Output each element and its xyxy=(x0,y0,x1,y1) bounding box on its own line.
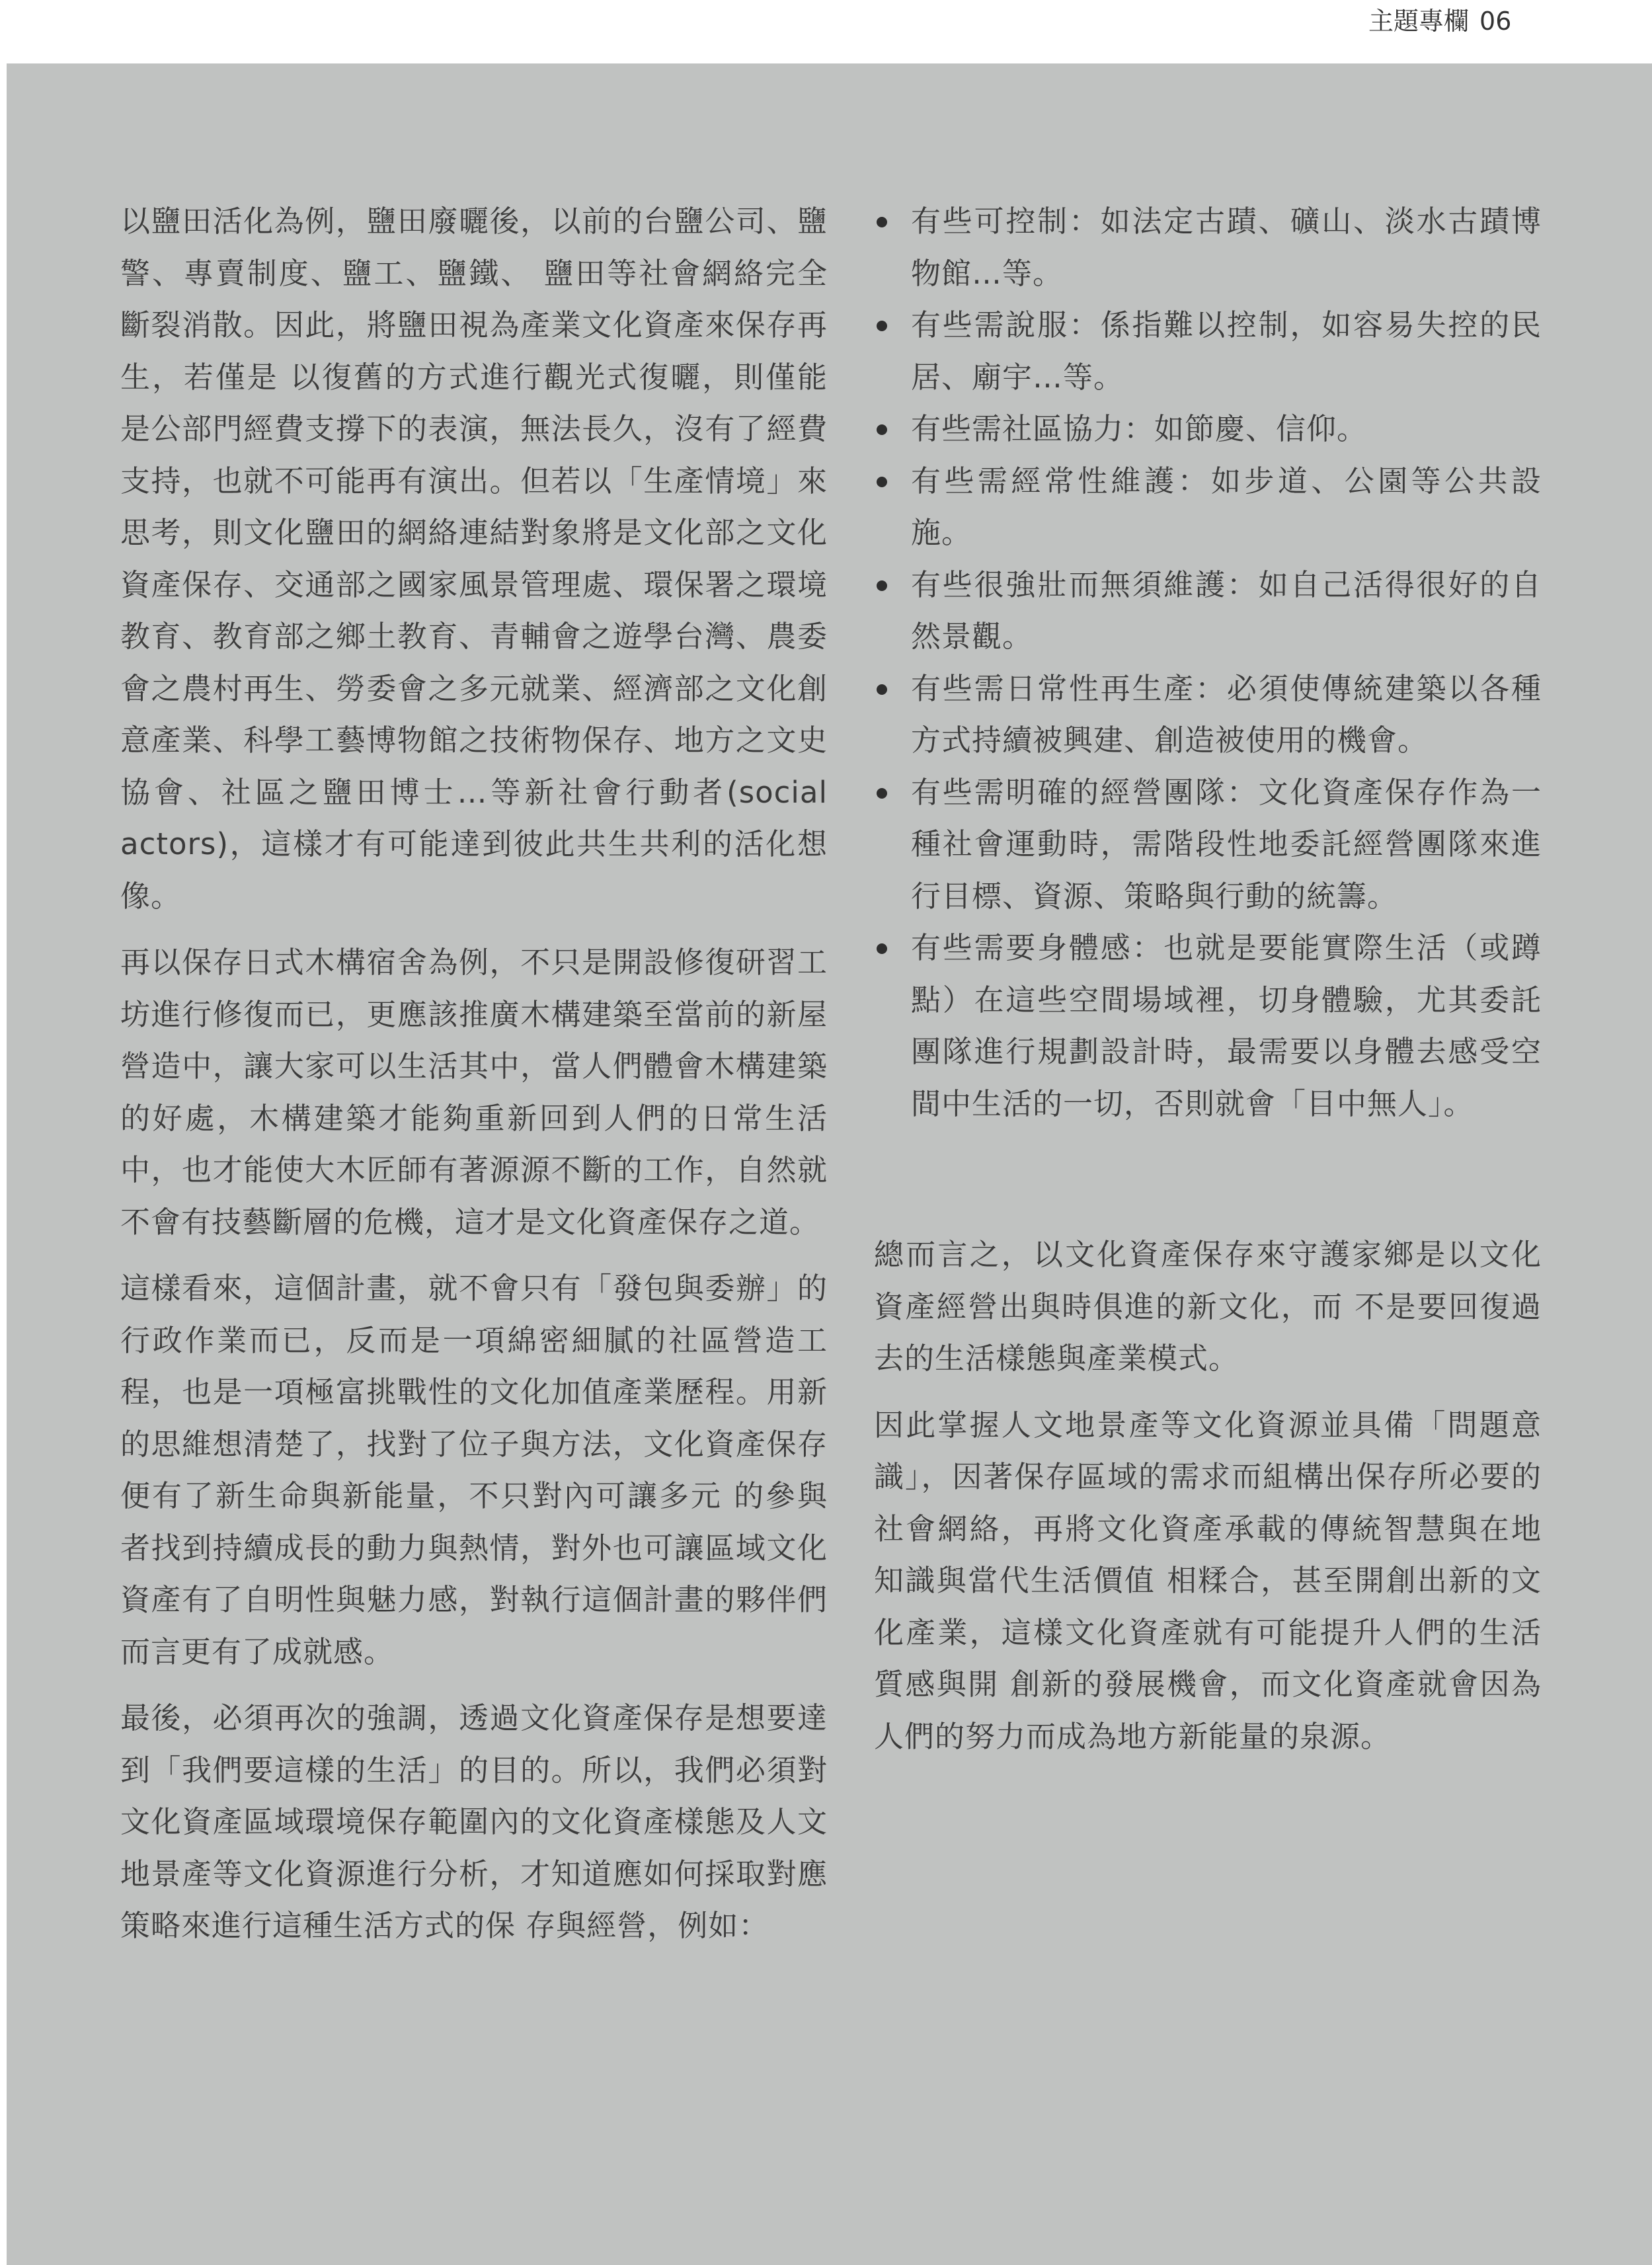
list-item-text: 有些需說服：係指難以控制，如容易失控的民居、廟宇…等。 xyxy=(911,307,1542,395)
paragraph-salt-field: 以鹽田活化為例，鹽田廢曬後，以前的台鹽公司、鹽警、專賣制度、鹽工、鹽鐵、 鹽田等社會網絡完全斷裂消散。因此，將鹽田視為產業文化資產來保存再生，若僅是 以復舊的方式進行觀光式復曬，則僅能是公部門經費支撐下的表演，無法長久，沒有了經費支持，也就不可能再有演出。但若以「生產情境」來思考，則文化鹽田的網絡連結對象將是文化部之文化資產保存、交通部之國家風景管理處、環保署之環境教育、教育部之鄉土教育、青輔會之遊學台灣、農委會之農村再生、勞委會之多元就業、經濟部之文化創意產業、科學工藝博物館之技術物保存、地方之文史協會、社區之鹽田博士…等新社會行動者(social actors)，這樣才有可能達到彼此共生共利的活化想像。 xyxy=(120,204,828,914)
header-label xyxy=(1368,1,1527,41)
list-item xyxy=(874,403,1542,456)
list-item-text: 有些需日常性再生產：必須使傳統建築以各種方式持續被興建、創造被使用的機會。 xyxy=(911,670,1542,758)
list-item xyxy=(874,922,1542,1130)
bullet-dot-icon xyxy=(877,424,887,435)
section-label: 主題專欄 xyxy=(1368,7,1470,36)
bullet-dot-icon xyxy=(877,477,887,487)
list-item-text: 有些需社區協力：如節慶、信仰。 xyxy=(911,411,1368,446)
list-item-text: 有些需經常性維護：如步道、公園等公共設施。 xyxy=(911,463,1542,550)
right-column xyxy=(874,63,1542,1763)
list-item xyxy=(874,456,1542,559)
page-number: 06 xyxy=(1479,7,1512,36)
page-header xyxy=(0,0,1652,63)
content-panel xyxy=(7,63,1652,2265)
bullet-dot-icon xyxy=(877,580,887,591)
bullet-dot-icon xyxy=(877,943,887,954)
list-item xyxy=(874,196,1542,299)
left-column xyxy=(120,63,828,1952)
list-item-text: 有些需要身體感：也就是要能實際生活（或蹲點）在這些空間場域裡，切身體驗，尤其委託團隊進行規劃設計時，最需要以身體去感受空間中生活的一切，否則就會「目中無人」。 xyxy=(911,930,1542,1121)
list-item xyxy=(874,663,1542,767)
list-item xyxy=(874,767,1542,923)
list-item-text: 有些需明確的經營團隊：文化資產保存作為一種社會運動時，需階段性地委託經營團隊來進行目標、資源、策略與行動的統籌。 xyxy=(911,774,1542,914)
strategy-list xyxy=(874,196,1542,1130)
bullet-dot-icon xyxy=(877,788,887,799)
list-item xyxy=(874,559,1542,663)
list-item-text: 有些可控制：如法定古蹟、礦山、淡水古蹟博物館…等。 xyxy=(911,204,1542,291)
list-item xyxy=(874,299,1542,403)
paragraph-final-emphasis: 最後，必須再次的強調，透過文化資產保存是想要達到「我們要這樣的生活」的目的。所以，我們必須對文化資產區域環境保存範圍內的文化資產樣態及人文地景產等文化資源進行分析，才知道應如何採取對應策略來進行這種生活方式的保 存與經營，例如： xyxy=(120,1700,828,1943)
paragraph-problem-awareness: 因此掌握人文地景產等文化資源並具備「問題意識」，因著保存區域的需求而組構出保存所必要的社會網絡，再將文化資產承載的傳統智慧與在地知識與當代生活價值 相糅合，甚至開創出新的文化產業，這樣文化資產就有可能提升人們的生活質感與開 創新的發展機會，而文化資產就會因為人們的努力而成為地方新能量的泉源。 xyxy=(874,1407,1542,1754)
bullet-dot-icon xyxy=(877,684,887,695)
paragraph-project-view: 這樣看來，這個計畫，就不會只有「發包與委辦」的行政作業而已，反而是一項綿密細膩的社區營造工程，也是一項極富挑戰性的文化加值產業歷程。用新的思維想清楚了，找對了位子與方法，文化資產保存便有了新生命與新能量，不只對內可讓多元 的參與者找到持續成長的動力與熱情，對外也可讓區域文化資產有了自明性與魅力感，對執行這個計畫的夥伴們而言更有了成就感。 xyxy=(120,1271,828,1669)
list-item-text: 有些很強壯而無須維護：如自己活得很好的自然景觀。 xyxy=(911,567,1542,654)
bullet-dot-icon xyxy=(877,217,887,227)
bullet-dot-icon xyxy=(877,321,887,331)
paragraph-conclusion: 總而言之，以文化資產保存來守護家鄉是以文化資產經營出與時俱進的新文化，而 不是要回復過去的生活樣態與產業模式。 xyxy=(874,1237,1542,1376)
paragraph-wooden-dormitory: 再以保存日式木構宿舍為例，不只是開設修復研習工坊進行修復而已，更應該推廣木構建築至當前的新屋營造中，讓大家可以生活其中，當人們體會木構建築的好處，木構建築才能夠重新回到人們的日常生活中，也才能使大木匠師有著源源不斷的工作，自然就不會有技藝斷層的危機，這才是文化資產保存之道。 xyxy=(120,945,828,1240)
